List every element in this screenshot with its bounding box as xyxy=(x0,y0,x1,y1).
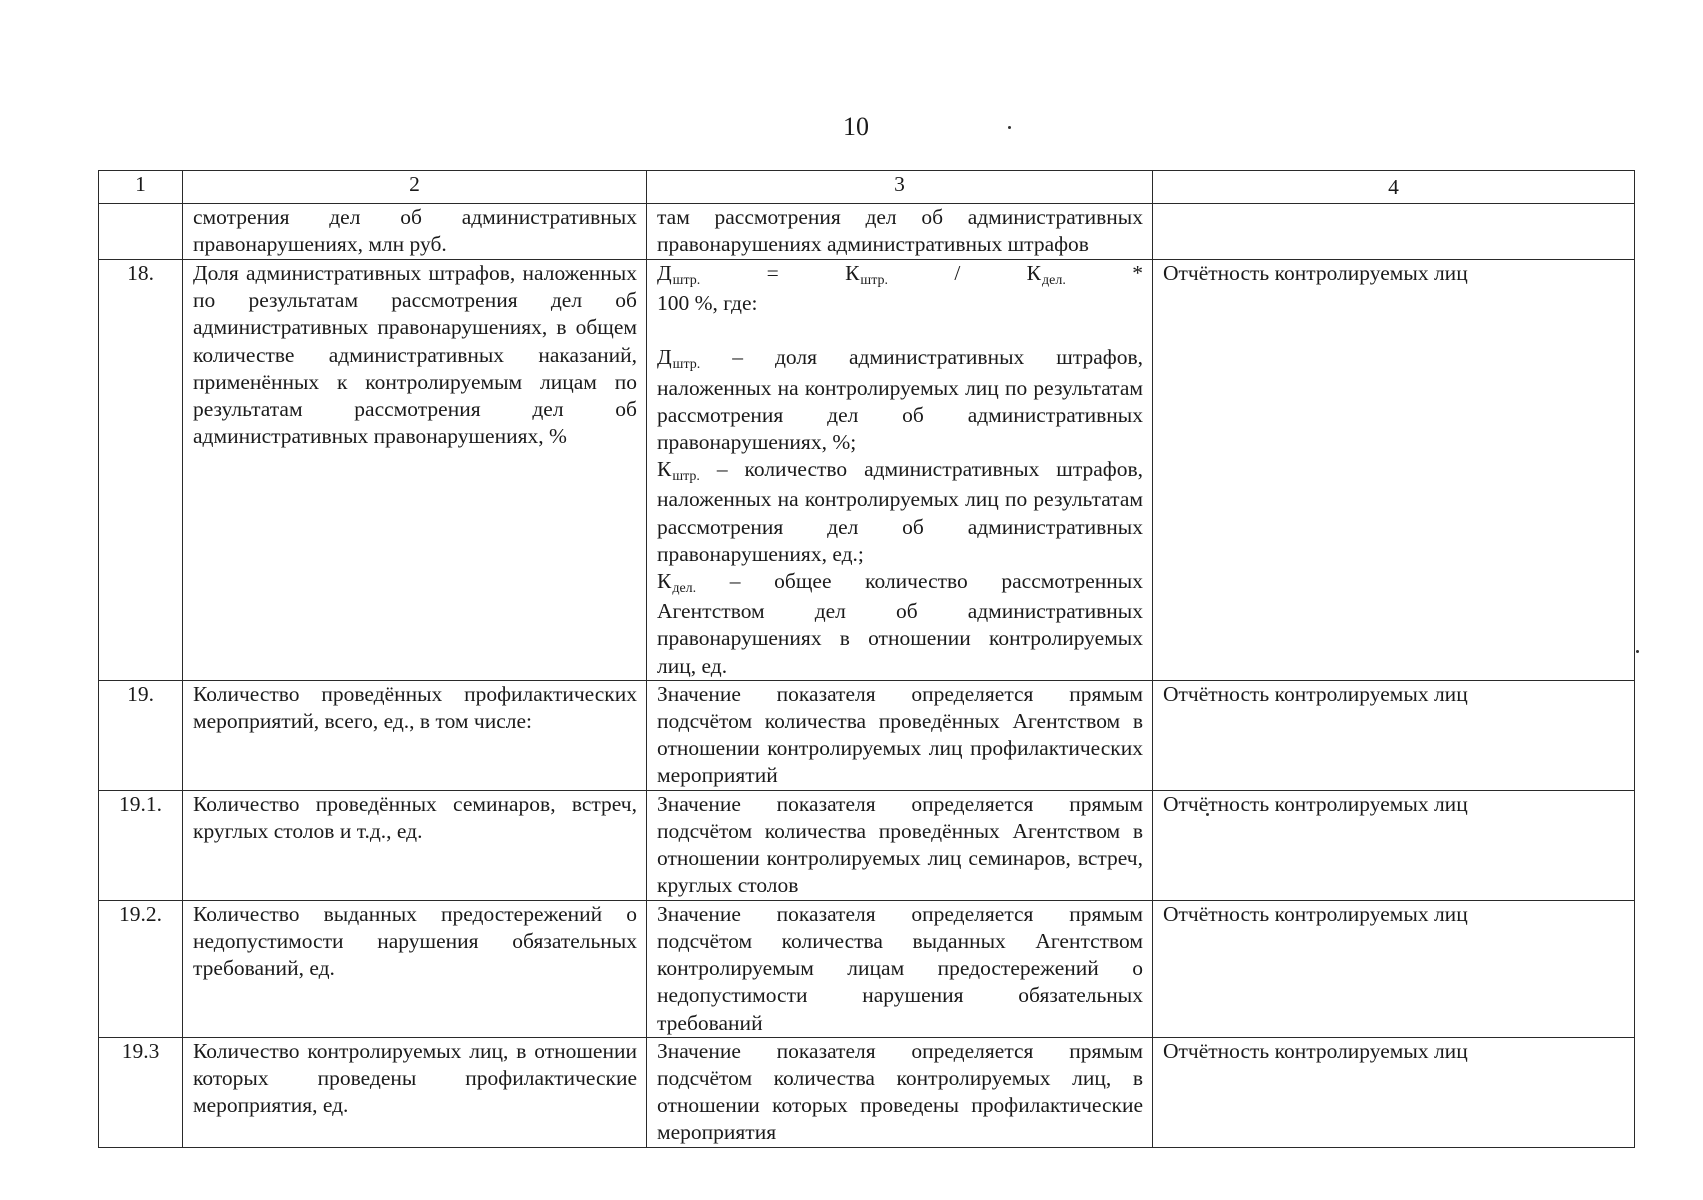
method-cell: Значение показателя определяется прямым подсчётом количества контролируемых лиц, в отношении которых проведены профилактические мероприятия xyxy=(647,1037,1153,1147)
source-cell: Отчётность контролируемых лиц xyxy=(1153,790,1635,900)
column-header-2: 2 xyxy=(183,171,647,204)
indicator-cell: Доля административных штрафов, наложенных по результатам рассмотрения дел об административных правонарушениях, в общем количестве административных наказаний, применённых к контролируемым лицам по результатам рассмотрения дел об административных правонарушениях, % xyxy=(183,260,647,681)
indicators-table xyxy=(98,170,1635,1148)
formula: Дштр. = Кштр. / Кдел. * xyxy=(657,261,1143,288)
indicator-cell: смотрения дел об административных правонарушениях, млн руб. xyxy=(183,204,647,260)
table-row xyxy=(99,204,1635,260)
source-cell xyxy=(1153,204,1635,260)
row-number: 19.3 xyxy=(99,1037,183,1147)
table-row xyxy=(99,680,1635,790)
method-cell xyxy=(647,260,1153,681)
source-cell: Отчётность контролируемых лиц xyxy=(1153,260,1635,681)
method-cell: Значение показателя определяется прямым подсчётом количества выданных Агентством контролируемым лицам предостережений о недопустимости нарушения обязательных требований xyxy=(647,900,1153,1037)
page-number: 10 xyxy=(843,112,869,141)
method-cell: там рассмотрения дел об административных правонарушениях административных штрафов xyxy=(647,204,1153,260)
indicator-cell: Количество проведённых профилактических мероприятий, всего, ед., в том числе: xyxy=(183,680,647,790)
method-cell: Значение показателя определяется прямым подсчётом количества проведённых Агентством в отношении контролируемых лиц профилактических мероприятий xyxy=(647,680,1153,790)
table-row xyxy=(99,260,1635,681)
indicator-cell: Количество проведённых семинаров, встреч, круглых столов и т.д., ед. xyxy=(183,790,647,900)
definition: Дштр. – доля административных штрафов, наложенных на контролируемых лиц по результатам рассмотрения дел об административных правонарушениях, %; xyxy=(657,345,1143,455)
row-number xyxy=(99,204,183,260)
source-cell: Отчётность контролируемых лиц xyxy=(1153,680,1635,790)
method-cell: Значение показателя определяется прямым подсчётом количества проведённых Агентством в отношении контролируемых лиц семинаров, встреч, круглых столов xyxy=(647,790,1153,900)
table-row xyxy=(99,790,1635,900)
table-header-row xyxy=(99,171,1635,204)
definition: Кдел. – общее количество рассмотренных Агентством дел об административных правонарушениях в отношении контролируемых лиц, ед. xyxy=(657,569,1143,678)
row-number: 18. xyxy=(99,260,183,681)
table-row xyxy=(99,1037,1635,1147)
row-number: 19.2. xyxy=(99,900,183,1037)
column-header-4: 4 xyxy=(1153,171,1635,204)
source-cell: Отчётность контролируемых лиц xyxy=(1153,1037,1635,1147)
scan-speck xyxy=(1636,650,1639,653)
row-number: 19. xyxy=(99,680,183,790)
column-header-3: 3 xyxy=(647,171,1153,204)
table-row xyxy=(99,900,1635,1037)
formula-tail: 100 %, где: xyxy=(657,291,758,316)
source-cell: Отчётность контролируемых лиц xyxy=(1153,900,1635,1037)
row-number: 19.1. xyxy=(99,790,183,900)
indicator-cell: Количество выданных предостережений о недопустимости нарушения обязательных требований, ед. xyxy=(183,900,647,1037)
scan-speck xyxy=(1008,126,1011,129)
indicator-cell: Количество контролируемых лиц, в отношении которых проведены профилактические мероприятия, ед. xyxy=(183,1037,647,1147)
definition: Кштр. – количество административных штрафов, наложенных на контролируемых лиц по результатам рассмотрения дел об административных правонарушениях, ед.; xyxy=(657,457,1143,566)
column-header-1: 1 xyxy=(99,171,183,204)
